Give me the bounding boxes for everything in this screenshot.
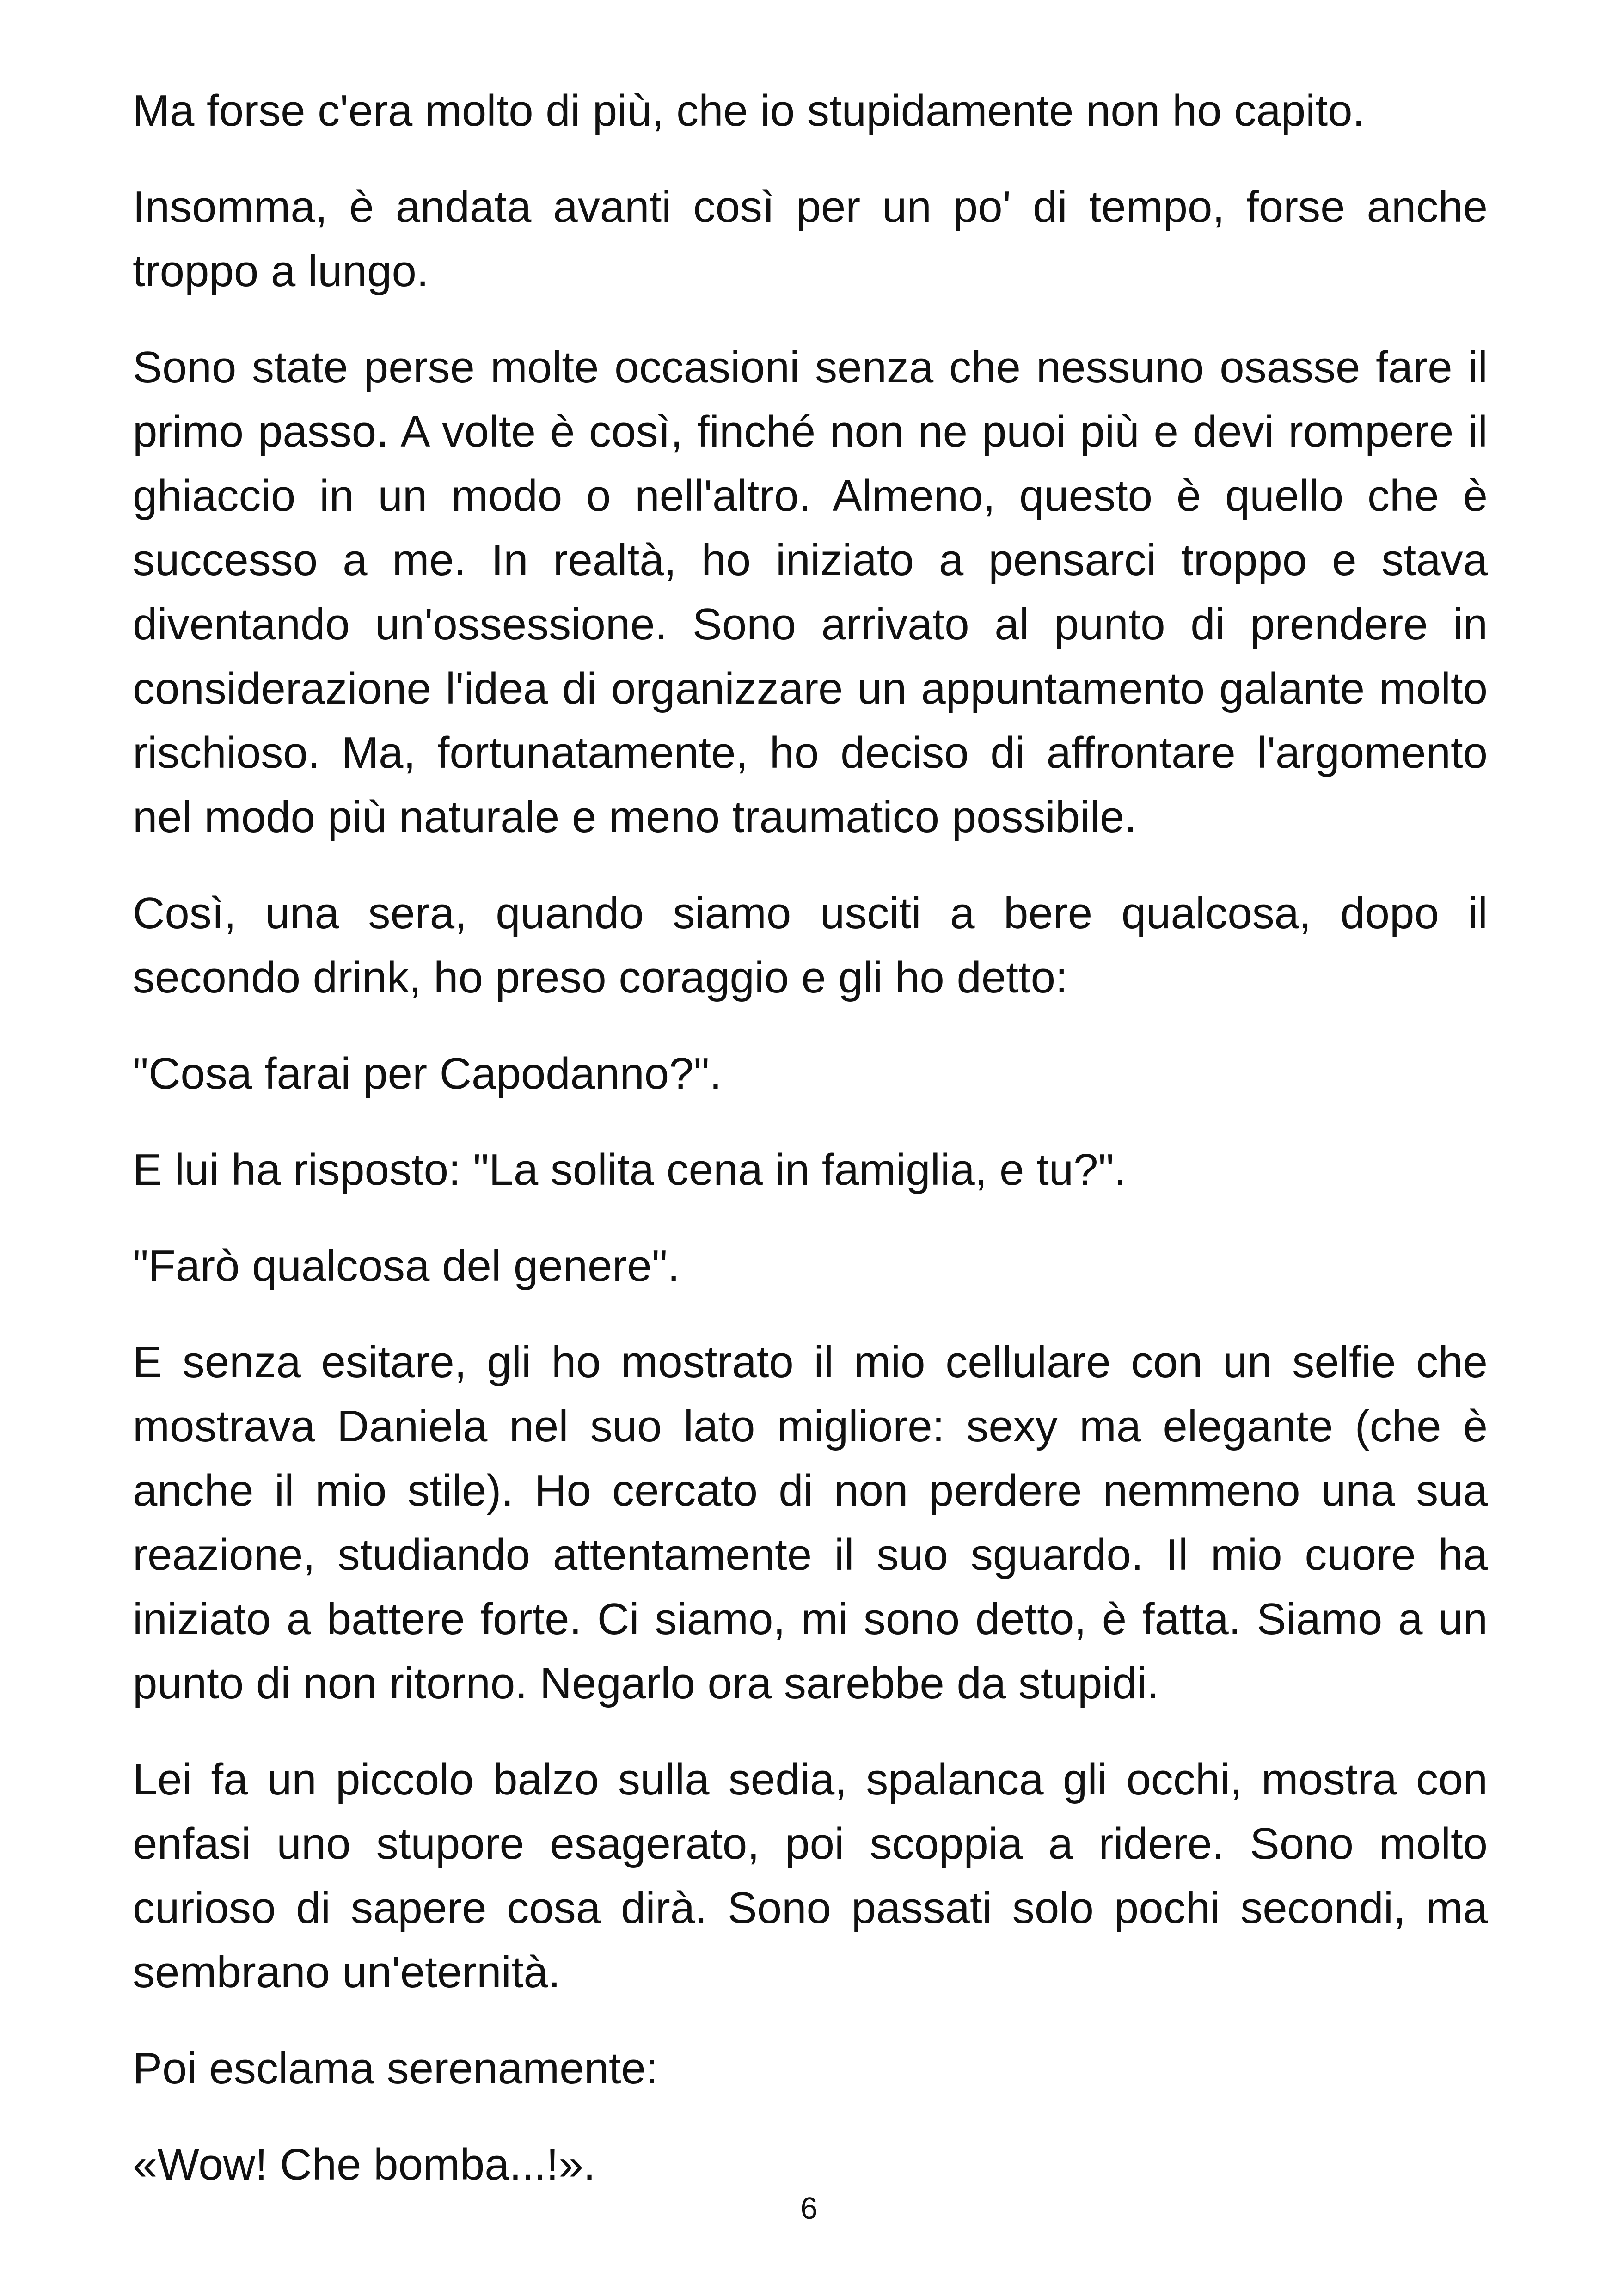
paragraph-10: Poi esclama serenamente: — [133, 2044, 658, 2093]
paragraph-2: Insomma, è andata avanti così per un po' di tempo, forse anche troppo a lungo. — [133, 182, 1488, 296]
paragraph-3: Sono state perse molte occasioni senza che nessuno osasse fare il primo passo. A volte è così, finché non ne puoi più e devi rompere il ghiaccio in un modo o nell'altro. Almeno, questo è quello che è successo a me. In realtà, ho iniziato a pensarci troppo e stava diventando un'ossessione. Sono arrivato al punto di prendere in considerazione l'idea di organizzare un appuntamento galante molto rischioso. Ma, fortunatamente, ho deciso di affrontare l'argomento nel modo più naturale e meno traumatico possibile. — [133, 343, 1488, 842]
paragraph-5: "Cosa farai per Capodanno?". — [133, 1049, 722, 1098]
paragraph-8: E senza esitare, gli ho mostrato il mio cellulare con un selfie che mostrava Daniela nel suo lato migliore: sexy ma elegante (che è anche il mio stile). Ho cercato di non perdere nemmeno una sua reazione, studiando attentamente il suo sguardo. Il mio cuore ha iniziato a battere forte. Ci siamo, mi sono detto, è fatta. Siamo a un punto di non ritorno. Negarlo ora sarebbe da stupidi. — [133, 1337, 1488, 1708]
paragraph-11: «Wow! Che bomba...!». — [133, 2140, 596, 2189]
document-body — [133, 79, 1488, 2229]
paragraph-1: Ma forse c'era molto di più, che io stupidamente non ho capito. — [133, 86, 1365, 135]
paragraph-6: E lui ha risposto: "La solita cena in famiglia, e tu?". — [133, 1145, 1127, 1194]
paragraph-7: "Farò qualcosa del genere". — [133, 1241, 680, 1291]
page-number: 6 — [800, 2191, 818, 2226]
paragraph-4: Così, una sera, quando siamo usciti a bere qualcosa, dopo il secondo drink, ho preso coraggio e gli ho detto: — [133, 888, 1488, 1002]
paragraph-9: Lei fa un piccolo balzo sulla sedia, spalanca gli occhi, mostra con enfasi uno stupore esagerato, poi scoppia a ridere. Sono molto curioso di sapere cosa dirà. Sono passati solo pochi secondi, ma sembrano un'eternità. — [133, 1755, 1488, 1997]
